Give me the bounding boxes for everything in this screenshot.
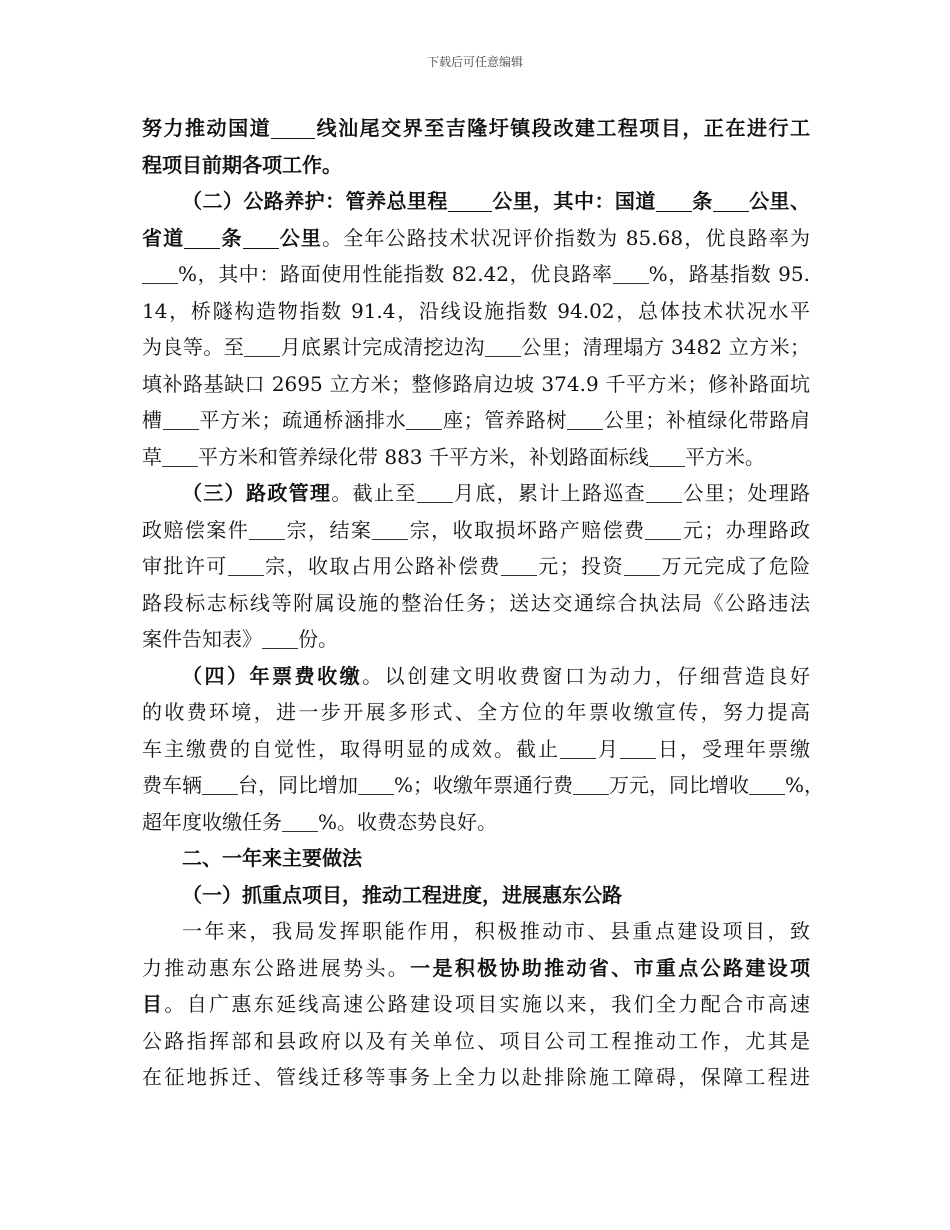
body-text: 宗，收取占用公路补偿费 <box>263 554 501 578</box>
bold-text: （四）年票费收缴 <box>182 663 363 688</box>
text-line <box>142 147 810 184</box>
blank-underline <box>713 191 749 212</box>
body-text: %。收费态势良好。 <box>318 809 498 834</box>
body-text: 。截止至 <box>331 481 417 505</box>
body-text: 平方米和管养绿化带 883 千平方米，补划路面标线 <box>198 444 649 469</box>
body-text: 车主缴费的自觉性，取得明显的成效。截止 <box>142 736 560 761</box>
bold-text: 公里 <box>278 225 323 250</box>
text-line <box>142 950 810 987</box>
body-text: %，其中：路面使用性能指数 82.42，优良路率 <box>178 262 613 286</box>
body-text: 平方米。 <box>684 444 765 469</box>
body-text: 。全年公路技术状况评价指数为 85.68，优良路率为 <box>322 225 810 250</box>
body-text: 宗，结案 <box>285 517 373 542</box>
bold-text: 程项目前期各项工作。 <box>142 152 342 177</box>
blank-underline <box>624 557 660 576</box>
text-line <box>142 475 810 512</box>
blank-underline <box>567 411 603 430</box>
body-text: %， <box>785 773 825 797</box>
blank-underline <box>560 740 596 759</box>
body-text: 元；办理路政 <box>681 517 811 542</box>
text-line <box>142 731 810 768</box>
body-text: 审批许可 <box>142 554 228 578</box>
body-text: 公里；处理路 <box>682 481 811 505</box>
text-line <box>142 1059 810 1096</box>
body-text: 月底累计完成清挖边沟 <box>280 335 485 359</box>
body-text: %，路基指数 95. <box>648 262 810 286</box>
body-text: 费车辆 <box>142 773 202 797</box>
blank-underline <box>573 776 609 795</box>
blank-underline <box>372 521 408 540</box>
text-line <box>142 913 810 950</box>
body-text: 路段标志标线等附属设施的整治任务；送达交通综合执法局《公路违法 <box>142 590 810 615</box>
text-line <box>142 439 810 476</box>
bold-text: 努力推动国道 <box>142 116 272 140</box>
body-text: 案件告知表》 <box>142 627 262 651</box>
body-text: 份。 <box>298 627 338 651</box>
body-text: 元；投资 <box>536 554 625 578</box>
blank-underline <box>184 228 220 249</box>
body-text: 日，受理年票缴 <box>656 736 810 761</box>
body-text: 一年来，我局发挥职能作用，积极推动市、县重点建设项目，致 <box>182 919 810 943</box>
page-header-note: 下载后可任意编辑 <box>426 55 523 69</box>
body-text: 宗，收取损坏路产赔偿费 <box>408 517 646 542</box>
text-line <box>142 585 810 622</box>
bold-text: 一是积极协助推动省、市重点公路建设项 <box>410 955 811 980</box>
text-line <box>142 220 810 257</box>
text-line <box>142 804 810 841</box>
text-line <box>142 110 810 147</box>
bold-text: 省道 <box>142 225 185 250</box>
blank-underline <box>620 740 656 759</box>
blank-underline <box>417 484 453 503</box>
text-line <box>142 877 810 914</box>
blank-underline <box>485 338 521 357</box>
text-line <box>142 840 810 877</box>
body-text: 14，桥隧构造物指数 91.4，沿线设施指数 94.02，总体技术状况水平 <box>142 298 810 323</box>
text-line <box>142 658 810 695</box>
blank-underline <box>501 557 537 576</box>
blank-underline <box>249 521 285 540</box>
blank-underline <box>358 776 394 795</box>
blank-underline <box>243 228 279 249</box>
bold-text: 条 <box>691 189 713 213</box>
text-line <box>142 767 825 804</box>
text-line <box>142 621 810 658</box>
blank-underline <box>749 776 785 795</box>
body-text: 。以创建文明收费窗口为动力，仔细营造良好 <box>362 663 811 688</box>
body-text: 座；管养路树 <box>442 408 568 432</box>
text-line <box>142 293 810 330</box>
bold-text: 线汕尾交界至吉隆圩镇段改建工程项目，正在进行工 <box>315 116 811 140</box>
text-line <box>142 402 810 439</box>
blank-underline <box>271 118 315 139</box>
blank-underline <box>142 265 178 284</box>
body-text: 力推动惠东公路进展势头。 <box>142 955 411 980</box>
body-text: 公里；补植绿化带路肩 <box>603 408 811 432</box>
text-line <box>142 986 810 1023</box>
body-text: 为良等。至 <box>142 335 245 359</box>
body-text: 万元完成了危险 <box>660 554 811 578</box>
body-text: 台，同比增加 <box>238 773 358 797</box>
body-text: 月底，累计上路巡查 <box>452 481 647 505</box>
body-text: %；收缴年票通行费 <box>394 773 574 797</box>
bold-text: 公里、 <box>748 189 811 213</box>
body-text: 平方米；疏通桥涵排水 <box>198 408 407 432</box>
bold-text: 目 <box>142 992 165 1016</box>
bold-text: 二、一年来主要做法 <box>182 846 362 870</box>
blank-underline <box>406 411 442 430</box>
body-text: 万元，同比增收 <box>609 773 750 797</box>
body-text: 政赔偿案件 <box>142 517 250 542</box>
bold-text: （二）公路养护：管养总里程 <box>182 189 448 213</box>
bold-text: （一）抓重点项目，推动工程进度，进展惠东公路 <box>182 882 622 907</box>
body-text: 月 <box>596 736 620 761</box>
blank-underline <box>282 813 318 832</box>
blank-underline <box>163 411 199 430</box>
text-line <box>142 548 810 585</box>
bold-text: （三）路政管理 <box>182 481 332 505</box>
body-text: 的收费环境，进一步开展多形式、全方位的年票收缴宣传，努力提高 <box>142 700 810 724</box>
body-text: 公里；清理塌方 3482 立方米； <box>520 335 811 359</box>
blank-underline <box>613 265 649 284</box>
text-line <box>142 1023 810 1060</box>
document-body <box>142 110 825 1096</box>
text-line <box>142 512 810 549</box>
blank-underline <box>646 484 682 503</box>
text-line <box>142 256 810 293</box>
body-text: 公路指挥部和县政府以及有关单位、项目公司工程推动工作，尤其是 <box>142 1028 810 1053</box>
blank-underline <box>448 191 492 212</box>
blank-underline <box>202 776 238 795</box>
body-text: 。自广惠东延线高速公路建设项目实施以来，我们全力配合市高速 <box>164 992 811 1016</box>
body-text: 槽 <box>142 408 163 432</box>
blank-underline <box>645 521 681 540</box>
blank-underline <box>228 557 264 576</box>
text-line <box>142 694 810 731</box>
body-text: 草 <box>142 444 162 469</box>
bold-text: 条 <box>220 225 243 250</box>
blank-underline <box>244 338 280 357</box>
body-text: 在征地拆迁、管线迁移等事务上全力以赴排除施工障碍，保障工程进 <box>142 1065 810 1089</box>
body-text: 超年度收缴任务 <box>142 809 282 834</box>
blank-underline <box>656 191 692 212</box>
body-text: 填补路基缺口 2695 立方米；整修路肩边坡 374.9 千平方米；修补路面坑 <box>142 371 810 396</box>
blank-underline <box>262 630 298 649</box>
text-line <box>142 366 810 403</box>
text-line <box>142 183 810 220</box>
blank-underline <box>649 448 685 467</box>
blank-underline <box>162 448 198 467</box>
bold-text: 公里，其中：国道 <box>491 189 656 213</box>
text-line <box>142 329 810 366</box>
